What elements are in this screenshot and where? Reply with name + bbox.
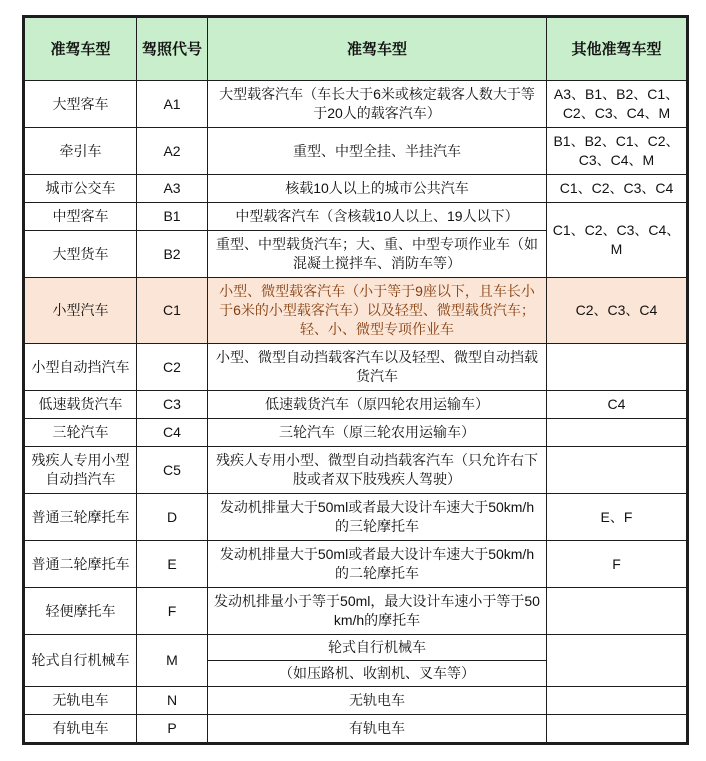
vehicle-type-cell: 轮式自行机械车 xyxy=(24,635,137,687)
permitted-vehicles-cell: 低速载货汽车（原四轮农用运输车） xyxy=(208,391,547,419)
table-row xyxy=(24,175,688,203)
other-permitted-cell: C1、C2、C3、C4 xyxy=(547,175,688,203)
other-permitted-cell: A3、B1、B2、C1、C2、C3、C4、M xyxy=(547,81,688,128)
license-code-cell: A2 xyxy=(137,128,208,175)
vehicle-type-cell: 三轮汽车 xyxy=(24,419,137,447)
permitted-vehicles-cell: 残疾人专用小型、微型自动挡载客汽车（只允许右下肢或者双下肢残疾人驾驶） xyxy=(208,447,547,494)
table-row xyxy=(24,278,688,344)
other-permitted-cell xyxy=(547,687,688,715)
permitted-vehicles-cell: 重型、中型全挂、半挂汽车 xyxy=(208,128,547,175)
other-permitted-cell xyxy=(547,588,688,635)
permitted-vehicles-line: 轮式自行机械车 xyxy=(208,635,546,661)
license-code-cell: B1 xyxy=(137,203,208,231)
license-code-cell: C4 xyxy=(137,419,208,447)
license-code-cell: A1 xyxy=(137,81,208,128)
table-row xyxy=(24,588,688,635)
permitted-vehicles-cell: 小型、微型载客汽车（小于等于9座以下，且车长小于6米的小型载客汽车）以及轻型、微型载货汽车；轻、小、微型专项作业车 xyxy=(208,278,547,344)
permitted-vehicles-cell: 核载10人以上的城市公共汽车 xyxy=(208,175,547,203)
vehicle-type-cell: 大型货车 xyxy=(24,231,137,278)
permitted-vehicles-cell: 发动机排量小于等于50ml，最大设计车速小于等于50km/h的摩托车 xyxy=(208,588,547,635)
vehicle-type-cell: 城市公交车 xyxy=(24,175,137,203)
permitted-vehicles-cell: 无轨电车 xyxy=(208,687,547,715)
other-permitted-cell xyxy=(547,419,688,447)
table-row xyxy=(24,344,688,391)
table-row xyxy=(24,494,688,541)
vehicle-type-cell: 牵引车 xyxy=(24,128,137,175)
table-row xyxy=(24,715,688,744)
column-header: 其他准驾车型 xyxy=(547,17,688,81)
other-permitted-cell: F xyxy=(547,541,688,588)
permitted-vehicles-cell: 有轨电车 xyxy=(208,715,547,744)
column-header: 准驾车型 xyxy=(208,17,547,81)
table-row xyxy=(24,203,688,231)
table-row xyxy=(24,635,688,687)
vehicle-type-cell: 小型汽车 xyxy=(24,278,137,344)
permitted-vehicles-cell: 三轮汽车（原三轮农用运输车） xyxy=(208,419,547,447)
table-header xyxy=(24,17,688,81)
other-permitted-cell xyxy=(547,635,688,687)
vehicle-type-cell: 残疾人专用小型自动挡汽车 xyxy=(24,447,137,494)
license-code-cell: P xyxy=(137,715,208,744)
other-permitted-cell: E、F xyxy=(547,494,688,541)
license-code-cell: E xyxy=(137,541,208,588)
other-permitted-cell xyxy=(547,447,688,494)
other-permitted-cell xyxy=(547,344,688,391)
permitted-vehicles-line: （如压路机、收割机、叉车等） xyxy=(279,665,475,681)
header-row xyxy=(24,17,688,81)
other-permitted-cell: C2、C3、C4 xyxy=(547,278,688,344)
license-code-cell: C2 xyxy=(137,344,208,391)
license-code-cell: C5 xyxy=(137,447,208,494)
vehicle-type-cell: 大型客车 xyxy=(24,81,137,128)
table-row xyxy=(24,81,688,128)
license-code-cell: D xyxy=(137,494,208,541)
vehicle-type-cell: 中型客车 xyxy=(24,203,137,231)
license-code-cell: F xyxy=(137,588,208,635)
permitted-vehicles-cell: 小型、微型自动挡载客汽车以及轻型、微型自动挡载货汽车 xyxy=(208,344,547,391)
permitted-vehicles-cell: 发动机排量大于50ml或者最大设计车速大于50km/h的二轮摩托车 xyxy=(208,541,547,588)
other-permitted-cell: B1、B2、C1、C2、C3、C4、M xyxy=(547,128,688,175)
table-row xyxy=(24,391,688,419)
permitted-vehicles-cell xyxy=(208,635,547,687)
license-code-cell: M xyxy=(137,635,208,687)
license-code-cell: C1 xyxy=(137,278,208,344)
vehicle-type-cell: 无轨电车 xyxy=(24,687,137,715)
other-permitted-cell xyxy=(547,715,688,744)
other-permitted-cell: C4 xyxy=(547,391,688,419)
vehicle-type-cell: 普通三轮摩托车 xyxy=(24,494,137,541)
table-row xyxy=(24,128,688,175)
table-row xyxy=(24,541,688,588)
permitted-vehicles-cell: 重型、中型载货汽车；大、重、中型专项作业车（如混凝土搅拌车、消防车等） xyxy=(208,231,547,278)
vehicle-type-cell: 有轨电车 xyxy=(24,715,137,744)
license-code-cell: N xyxy=(137,687,208,715)
license-code-cell: B2 xyxy=(137,231,208,278)
vehicle-type-cell: 轻便摩托车 xyxy=(24,588,137,635)
license-code-cell: A3 xyxy=(137,175,208,203)
license-code-cell: C3 xyxy=(137,391,208,419)
table-body xyxy=(24,81,688,744)
table-row xyxy=(24,419,688,447)
table-row xyxy=(24,687,688,715)
vehicle-type-cell: 小型自动挡汽车 xyxy=(24,344,137,391)
permitted-vehicles-cell: 中型载客汽车（含核载10人以上、19人以下） xyxy=(208,203,547,231)
license-category-table xyxy=(22,15,689,745)
table-row xyxy=(24,447,688,494)
vehicle-type-cell: 普通二轮摩托车 xyxy=(24,541,137,588)
vehicle-type-cell: 低速载货汽车 xyxy=(24,391,137,419)
column-header: 准驾车型 xyxy=(24,17,137,81)
column-header: 驾照代号 xyxy=(137,17,208,81)
permitted-vehicles-cell: 大型载客汽车（车长大于6米或核定载客人数大于等于20人的载客汽车） xyxy=(208,81,547,128)
other-permitted-cell: C1、C2、C3、C4、M xyxy=(547,203,688,278)
permitted-vehicles-cell: 发动机排量大于50ml或者最大设计车速大于50km/h的三轮摩托车 xyxy=(208,494,547,541)
